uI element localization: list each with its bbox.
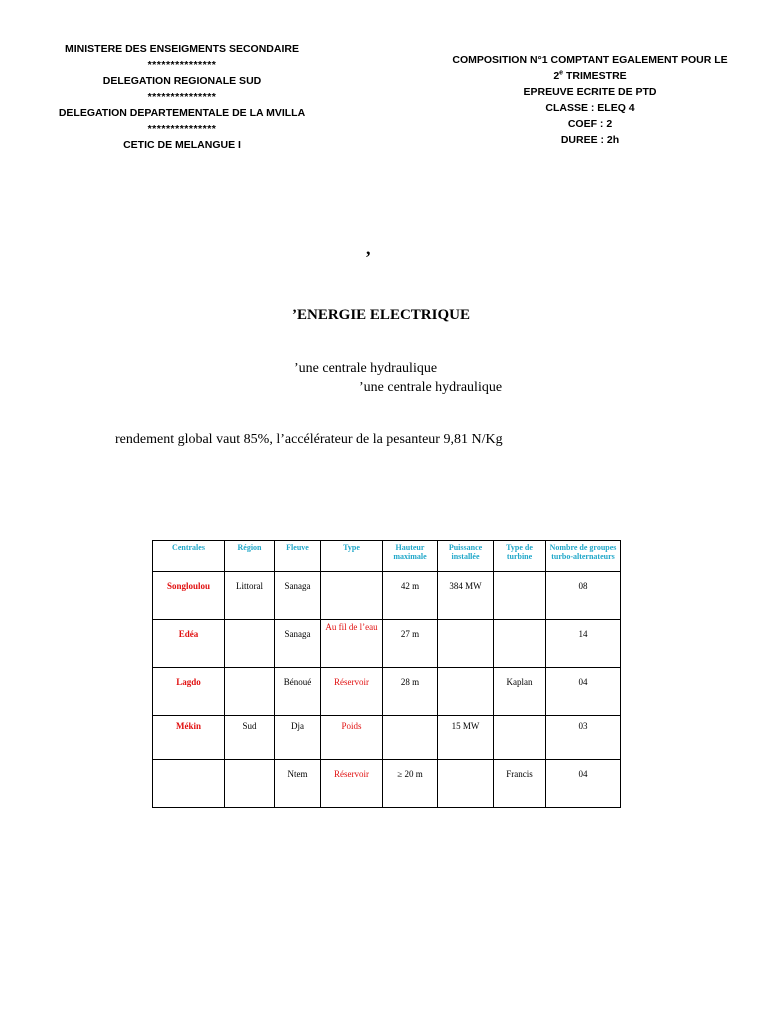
table-cell: Réservoir <box>321 760 383 808</box>
table-cell: 27 m <box>383 620 438 668</box>
table-cell: 28 m <box>383 668 438 716</box>
table-cell: Sanaga <box>275 620 321 668</box>
table-row <box>153 716 621 760</box>
table-cell: 384 MW <box>438 572 494 620</box>
table-header-row <box>153 541 621 572</box>
column-header: Hauteur maximale <box>383 541 438 572</box>
column-header: Type de turbine <box>494 541 546 572</box>
table-cell: Bénoué <box>275 668 321 716</box>
table-cell: 08 <box>546 572 621 620</box>
column-header: Région <box>225 541 275 572</box>
table-cell: Ntem <box>275 760 321 808</box>
separator: *************** <box>147 59 217 71</box>
duration-line: DUREE : 2h <box>560 134 620 146</box>
header-right <box>420 52 760 148</box>
table-cell <box>383 716 438 760</box>
table-cell: Sud <box>225 716 275 760</box>
plant-name <box>153 760 225 808</box>
power-plants-table <box>152 540 621 808</box>
table-cell: Kaplan <box>494 668 546 716</box>
table-cell <box>494 716 546 760</box>
plant-name: Lagdo <box>153 668 225 716</box>
table-cell: Dja <box>275 716 321 760</box>
separator: *************** <box>147 123 217 135</box>
column-header: Puissance installée <box>438 541 494 572</box>
table-cell <box>225 668 275 716</box>
regional-delegation-line: DELEGATION REGIONALE SUD <box>102 75 262 87</box>
table-cell <box>321 572 383 620</box>
departmental-delegation-line: DELEGATION DEPARTEMENTALE DE LA MVILLA <box>58 107 306 119</box>
table-cell: Francis <box>494 760 546 808</box>
table-cell: Sanaga <box>275 572 321 620</box>
table-cell: 14 <box>546 620 621 668</box>
table-cell: 04 <box>546 760 621 808</box>
body-text-line: ’une centrale hydraulique <box>294 361 438 376</box>
table-cell <box>494 620 546 668</box>
table-cell <box>225 760 275 808</box>
header-left <box>40 41 324 153</box>
table-cell: 03 <box>546 716 621 760</box>
table-cell: Littoral <box>225 572 275 620</box>
table-cell: 15 MW <box>438 716 494 760</box>
body-text-line: rendement global vaut 85%, l’accélérateur de la pesanteur 9,81 N/Kg <box>115 432 503 447</box>
table-cell: 42 m <box>383 572 438 620</box>
column-header: Centrales <box>153 541 225 572</box>
table-row <box>153 668 621 716</box>
table-cell: Réservoir <box>321 668 383 716</box>
school-name: CETIC DE MELANGUE I <box>123 139 241 151</box>
table-row <box>153 572 621 620</box>
table-row <box>153 760 621 808</box>
column-header: Type <box>321 541 383 572</box>
table-cell: ≥ 20 m <box>383 760 438 808</box>
column-header: Fleuve <box>275 541 321 572</box>
separator: *************** <box>147 91 217 103</box>
section-title: ’ENERGIE ELECTRIQUE <box>292 307 470 323</box>
column-header: Nombre de groupes turbo-alternateurs <box>546 541 621 572</box>
trimester-line: 2e TRIMESTRE <box>553 69 627 82</box>
exam-name: EPREUVE ECRITE DE PTD <box>523 86 657 98</box>
class-line: CLASSE : ELEQ 4 <box>545 102 635 114</box>
plant-name: Songloulou <box>153 572 225 620</box>
table-cell <box>225 620 275 668</box>
table-cell <box>494 572 546 620</box>
composition-line: COMPOSITION N°1 COMPTANT EGALEMENT POUR LE <box>452 54 728 66</box>
table-cell: Poids <box>321 716 383 760</box>
table-cell: Au fil de l’eau <box>321 620 383 668</box>
plant-name: Mékin <box>153 716 225 760</box>
plant-name: Edéa <box>153 620 225 668</box>
body-text-line: ’une centrale hydraulique <box>359 380 503 395</box>
table-cell <box>438 668 494 716</box>
stray-comma: , <box>366 238 371 258</box>
table-cell: 04 <box>546 668 621 716</box>
table-cell <box>438 620 494 668</box>
ministry-line: MINISTERE DES ENSEIGMENTS SECONDAIRE <box>65 43 299 55</box>
table-row <box>153 620 621 668</box>
coefficient-line: COEF : 2 <box>567 118 613 130</box>
table-cell <box>438 760 494 808</box>
